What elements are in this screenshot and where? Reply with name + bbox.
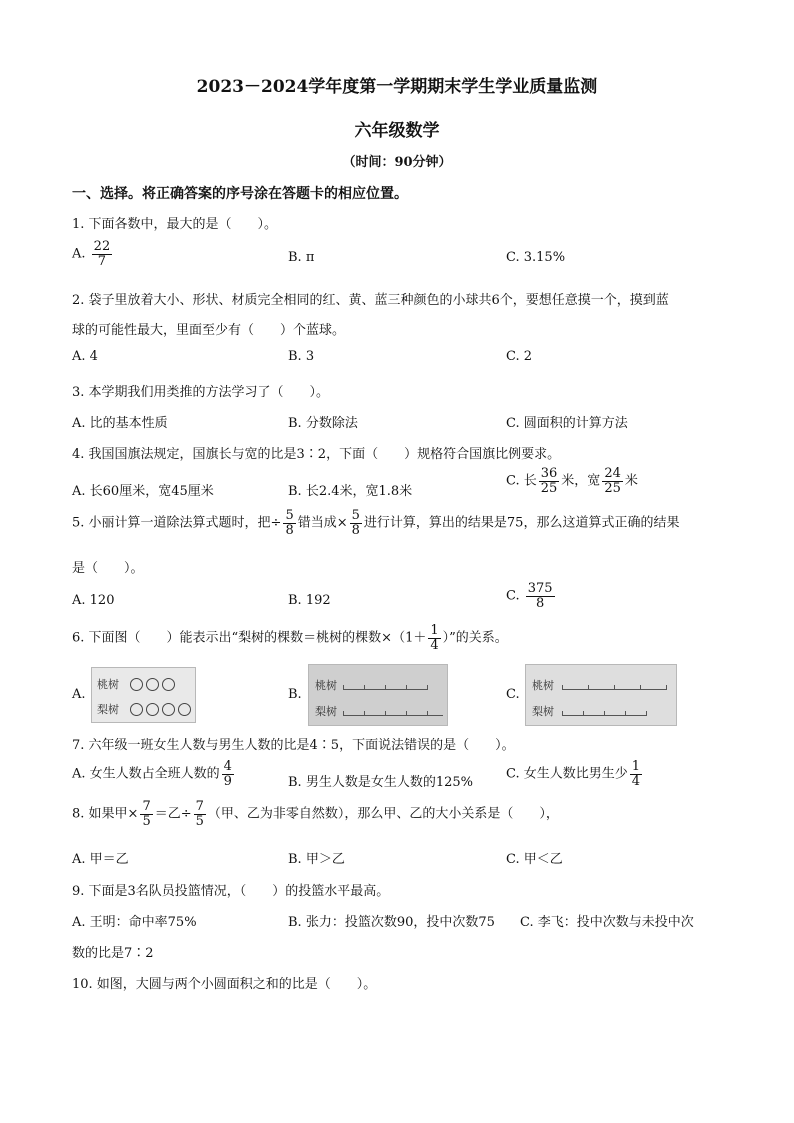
q9-option-a: A. 王明：命中率75% bbox=[72, 915, 197, 930]
q9-option-b: B. 张力：投篮次数90，投中次数75 bbox=[288, 915, 495, 930]
q5-option-b: B. 192 bbox=[288, 593, 331, 608]
q7-option-a: A. 女生人数占全班人数的 $\frac{4}{9}$ bbox=[72, 759, 232, 789]
pear-tree-label: 梨树 bbox=[97, 703, 119, 716]
q1-option-b: B. π bbox=[288, 250, 315, 265]
q8-option-a: A. 甲＝乙 bbox=[72, 852, 129, 867]
section-heading: 一、选择。将正确答案的序号涂在答题卡的相应位置。 bbox=[72, 186, 408, 202]
q4-option-b: B. 长2.4米，宽1.8米 bbox=[288, 484, 413, 499]
q9-text: 9. 下面是3名队员投篮情况，（ ）的投篮水平最高。 bbox=[72, 884, 390, 899]
q5-option-c: C. $\frac{375}{8}$ bbox=[506, 581, 553, 611]
q4-option-a: A. 长60厘米，宽45厘米 bbox=[72, 484, 214, 499]
q4-text: 4. 我国国旗法规定，国旗长与宽的比是3∶2，下面（ ）规格符合国旗比例要求。 bbox=[72, 447, 561, 462]
q5-line1: 5. 小丽计算一道除法算式题时，把÷ $\frac{5}{8}$ 错当成× $\frac{5}{8}$ 进行计算，算出的结果是75，那么这道算式正确的结果 bbox=[72, 508, 680, 538]
q2-option-b: B. 3 bbox=[288, 349, 315, 364]
q3-option-b: B. 分数除法 bbox=[288, 416, 358, 431]
q5-line2: 是（ ）。 bbox=[72, 561, 144, 576]
q1-option-a: A. $\frac{22}{7}$ bbox=[72, 239, 111, 269]
exam-title: 2023－2024学年度第一学期期末学生学业质量监测 bbox=[196, 77, 598, 97]
q2-line1: 2. 袋子里放着大小、形状、材质完全相同的红、黄、蓝三种颜色的小球共6个，要想任意摸一个，摸到蓝 bbox=[72, 293, 669, 308]
peach-tree-label: 桃树 bbox=[97, 678, 119, 691]
q7-option-b: B. 男生人数是女生人数的125% bbox=[288, 775, 473, 790]
q4-option-c: C. 长 $\frac{36}{25}$ 米，宽 $\frac{24}{25}$ 米 bbox=[506, 466, 638, 496]
q3-option-a: A. 比的基本性质 bbox=[72, 416, 168, 431]
q6-option-b-label: B. bbox=[288, 687, 302, 702]
exam-subtitle: 六年级数学 bbox=[354, 121, 440, 141]
q8-option-b: B. 甲＞乙 bbox=[288, 852, 345, 867]
q10-text: 10. 如图，大圆与两个小圆面积之和的比是（ ）。 bbox=[72, 977, 377, 992]
q6-figure-b: 桃树 梨树 bbox=[308, 664, 448, 726]
exam-time: （时间：90分钟） bbox=[342, 155, 452, 170]
q2-line2: 球的可能性最大，里面至少有（ ）个蓝球。 bbox=[72, 323, 346, 338]
q6-text: 6. 下面图（ ）能表示出“梨树的棵数＝桃树的棵数×（1＋ $\frac{1}{4}$ ）”的关系。 bbox=[72, 623, 508, 653]
q9-option-c: C. 李飞：投中次数与未投中次 bbox=[520, 915, 694, 930]
q7-text: 7. 六年级一班女生人数与男生人数的比是4∶5，下面说法错误的是（ ）。 bbox=[72, 738, 515, 753]
q6-option-c-label: C. bbox=[506, 687, 520, 702]
q1-a-fraction: $\frac{22}{7}$ bbox=[93, 239, 111, 269]
q6-option-a-label: A. bbox=[72, 687, 86, 702]
q6-figure-a bbox=[91, 667, 196, 723]
q8-option-c: C. 甲＜乙 bbox=[506, 852, 563, 867]
q3-option-c: C. 圆面积的计算方法 bbox=[506, 416, 628, 431]
q6-figure-c: 桃树 梨树 bbox=[525, 664, 677, 726]
q5-option-a: A. 120 bbox=[72, 593, 115, 608]
q2-option-c: C. 2 bbox=[506, 349, 533, 364]
q7-option-c: C. 女生人数比男生少 $\frac{1}{4}$ bbox=[506, 759, 641, 789]
q8-text: 8. 如果甲× $\frac{7}{5}$ ＝乙÷ $\frac{7}{5}$ （甲、乙为非零自然数），那么甲、乙的大小关系是（ ）， bbox=[72, 799, 559, 829]
q1-text: 1. 下面各数中，最大的是（ ）。 bbox=[72, 217, 278, 232]
q9-line2: 数的比是7∶2 bbox=[72, 946, 154, 961]
q2-option-a: A. 4 bbox=[72, 349, 98, 364]
q3-text: 3. 本学期我们用类推的方法学习了（ ）。 bbox=[72, 385, 330, 400]
q1-option-c: C. 3.15% bbox=[506, 250, 566, 265]
